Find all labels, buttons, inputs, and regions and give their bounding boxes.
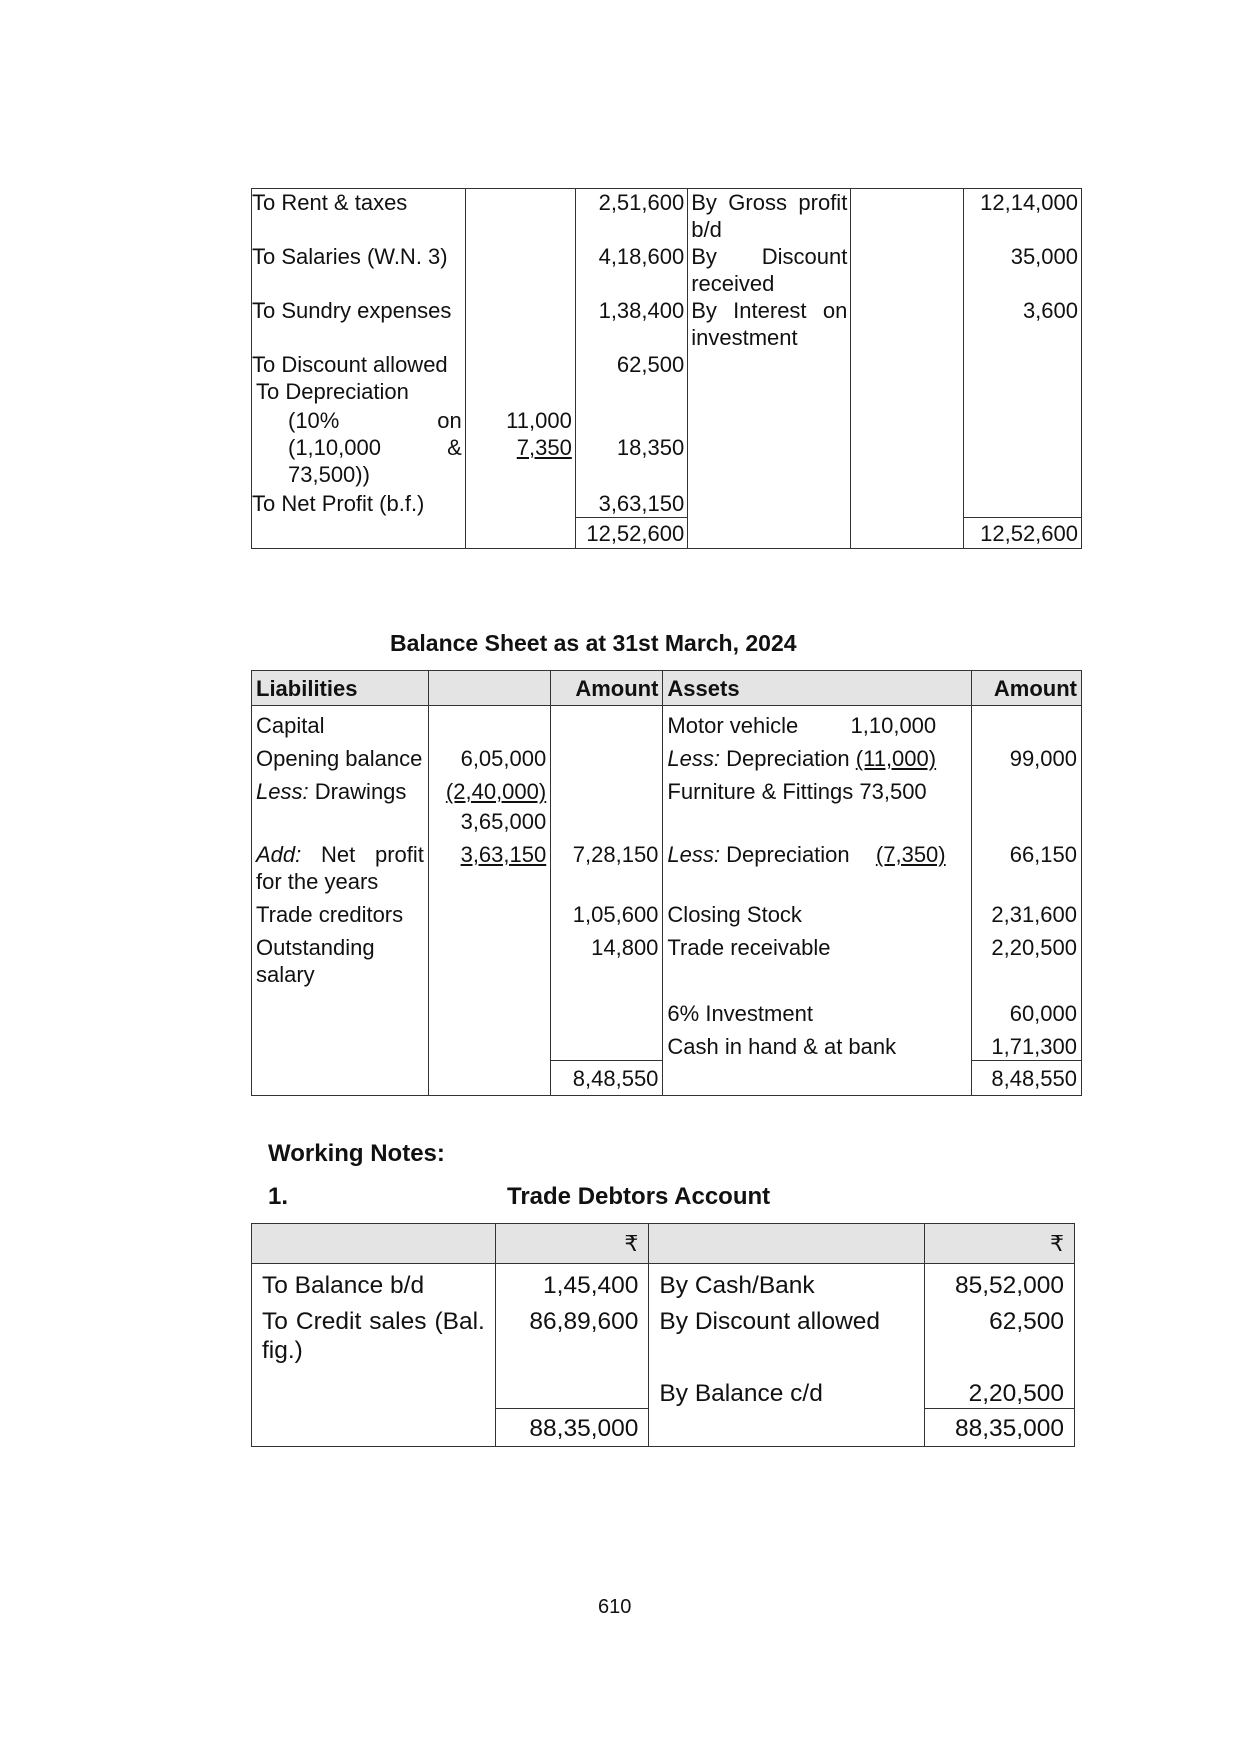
credit-amount: 3,600 bbox=[964, 297, 1082, 351]
furniture-label: Furniture & Fittings 73,500 bbox=[663, 772, 971, 835]
total-assets: 8,48,550 bbox=[971, 1061, 1081, 1096]
outstanding-salary-amount: 14,800 bbox=[551, 928, 663, 994]
table-row bbox=[252, 994, 1082, 1027]
credit-particular: By Gross profit b/d bbox=[688, 189, 851, 244]
by-cash-amount: 85,52,000 bbox=[925, 1264, 1075, 1301]
to-credit-amount: 86,89,600 bbox=[495, 1300, 649, 1365]
to-balance-label: To Balance b/d bbox=[252, 1264, 496, 1301]
table-row bbox=[252, 351, 1082, 378]
trade-receivable-label: Trade receivable bbox=[663, 928, 971, 994]
trade-receivable-amount: 2,20,500 bbox=[971, 928, 1081, 994]
less-prefix: Less: bbox=[256, 779, 309, 804]
credit-amount: 35,000 bbox=[964, 243, 1082, 297]
credit-particular: By Discount received bbox=[688, 243, 851, 297]
table-row bbox=[252, 1365, 1075, 1409]
total-debit: 88,35,000 bbox=[495, 1409, 649, 1447]
motor-vehicle-net: 99,000 bbox=[971, 739, 1081, 772]
profit-loss-table bbox=[251, 188, 1082, 549]
add-prefix: Add: bbox=[256, 842, 302, 867]
closing-stock-label: Closing Stock bbox=[663, 895, 971, 928]
debit-particular: To Discount allowed bbox=[252, 351, 466, 378]
trade-debtors-table bbox=[251, 1223, 1075, 1447]
credit-particular: By Interest on investment bbox=[688, 297, 851, 351]
debit-particular: To Net Profit (b.f.) bbox=[252, 488, 466, 518]
table-row bbox=[252, 1300, 1075, 1365]
balance-sheet-title: Balance Sheet as at 31st March, 2024 bbox=[390, 630, 797, 656]
debit-amount: 2,51,600 bbox=[575, 189, 687, 244]
note-number: 1. bbox=[268, 1183, 289, 1210]
by-discount-amount: 62,500 bbox=[925, 1300, 1075, 1365]
credit-amount: 12,14,000 bbox=[964, 189, 1082, 244]
total-debit: 12,52,600 bbox=[575, 518, 687, 549]
debit-amount: 1,38,400 bbox=[575, 297, 687, 351]
by-balance-amount: 2,20,500 bbox=[925, 1365, 1075, 1409]
opening-balance-label: Opening balance bbox=[252, 739, 429, 772]
liabilities-header: Liabilities bbox=[252, 671, 429, 706]
drawings-label: Drawings bbox=[314, 779, 407, 804]
amount-header: Amount bbox=[551, 671, 663, 706]
rupee-icon: ₹ bbox=[495, 1224, 649, 1264]
debit-amount: 3,63,150 bbox=[575, 488, 687, 518]
depreciation-label: Depreciation bbox=[726, 746, 850, 771]
debit-particular: (10% on (1,10,000 & 73,500)) bbox=[252, 405, 466, 488]
table-row bbox=[252, 405, 1082, 488]
table-row bbox=[252, 928, 1082, 994]
debit-amount: 4,18,600 bbox=[575, 243, 687, 297]
table-row bbox=[252, 297, 1082, 351]
debit-particular: To Sundry expenses bbox=[252, 297, 466, 351]
debit-amount: 18,350 bbox=[575, 405, 687, 488]
header-row bbox=[252, 671, 1082, 706]
motor-vehicle-amount: 1,10,000 bbox=[850, 713, 937, 738]
table-row bbox=[252, 488, 1082, 518]
table-row bbox=[252, 243, 1082, 297]
total-row bbox=[252, 1409, 1075, 1447]
capital-subtotal: 3,65,000 bbox=[460, 809, 547, 834]
table-row bbox=[252, 895, 1082, 928]
table-row bbox=[252, 835, 1082, 895]
furniture-depreciation: 7,350 bbox=[516, 435, 572, 460]
opening-balance-amount: 6,05,000 bbox=[428, 739, 550, 772]
investment-amount: 60,000 bbox=[971, 994, 1081, 1027]
debit-particular: To Salaries (W.N. 3) bbox=[252, 243, 466, 297]
motor-vehicle-depreciation: (11,000) bbox=[855, 746, 937, 771]
cash-label: Cash in hand & at bank bbox=[663, 1027, 971, 1061]
debit-particular: To Rent & taxes bbox=[252, 189, 466, 244]
trade-creditors-amount: 1,05,600 bbox=[551, 895, 663, 928]
table-row bbox=[252, 378, 1082, 405]
table-row bbox=[252, 739, 1082, 772]
working-notes-title: Working Notes: bbox=[268, 1140, 445, 1167]
table-row bbox=[252, 189, 1082, 244]
by-balance-label: By Balance c/d bbox=[649, 1365, 925, 1409]
table-row bbox=[252, 706, 1082, 740]
table-row bbox=[252, 1264, 1075, 1301]
rupee-icon: ₹ bbox=[925, 1224, 1075, 1264]
net-profit-amount: 3,63,150 bbox=[460, 842, 547, 867]
net-profit-label: Net profit for the years bbox=[256, 842, 424, 894]
drawings-amount: (2,40,000) bbox=[445, 779, 547, 804]
by-discount-label: By Discount allowed bbox=[649, 1300, 925, 1365]
motor-vehicle-label: Motor vehicle bbox=[667, 713, 799, 738]
trade-creditors-label: Trade creditors bbox=[252, 895, 429, 928]
investment-label: 6% Investment bbox=[663, 994, 971, 1027]
header-row bbox=[252, 1224, 1075, 1264]
table-row bbox=[252, 1027, 1082, 1061]
total-row bbox=[252, 518, 1082, 549]
trade-debtors-title: Trade Debtors Account bbox=[507, 1183, 771, 1210]
closing-stock-amount: 2,31,600 bbox=[971, 895, 1081, 928]
outstanding-salary-label: Outstanding salary bbox=[252, 928, 429, 994]
debit-amount: 62,500 bbox=[575, 351, 687, 378]
motor-vehicle-depreciation: 11,000 bbox=[506, 408, 572, 433]
to-credit-label: To Credit sales (Bal. fig.) bbox=[252, 1300, 496, 1365]
total-row bbox=[252, 1061, 1082, 1096]
capital-total: 7,28,150 bbox=[551, 835, 663, 895]
cash-amount: 1,71,300 bbox=[971, 1027, 1081, 1061]
to-balance-amount: 1,45,400 bbox=[495, 1264, 649, 1301]
capital-label: Capital bbox=[252, 706, 429, 740]
debit-particular: To Depreciation bbox=[252, 378, 466, 405]
by-cash-label: By Cash/Bank bbox=[649, 1264, 925, 1301]
furniture-net: 66,150 bbox=[971, 835, 1081, 895]
total-liabilities: 8,48,550 bbox=[551, 1061, 663, 1096]
total-credit: 88,35,000 bbox=[925, 1409, 1075, 1447]
furniture-depreciation: (7,350) bbox=[875, 842, 946, 867]
table-row bbox=[252, 772, 1082, 835]
amount-header: Amount bbox=[971, 671, 1081, 706]
less-prefix: Less: bbox=[667, 746, 721, 771]
less-prefix: Less: bbox=[667, 842, 721, 867]
assets-header: Assets bbox=[663, 671, 971, 706]
total-credit: 12,52,600 bbox=[964, 518, 1082, 549]
page-number: 610 bbox=[598, 1596, 632, 1618]
depreciation-label: Depreciation bbox=[726, 842, 850, 867]
balance-sheet-table bbox=[251, 670, 1082, 1096]
